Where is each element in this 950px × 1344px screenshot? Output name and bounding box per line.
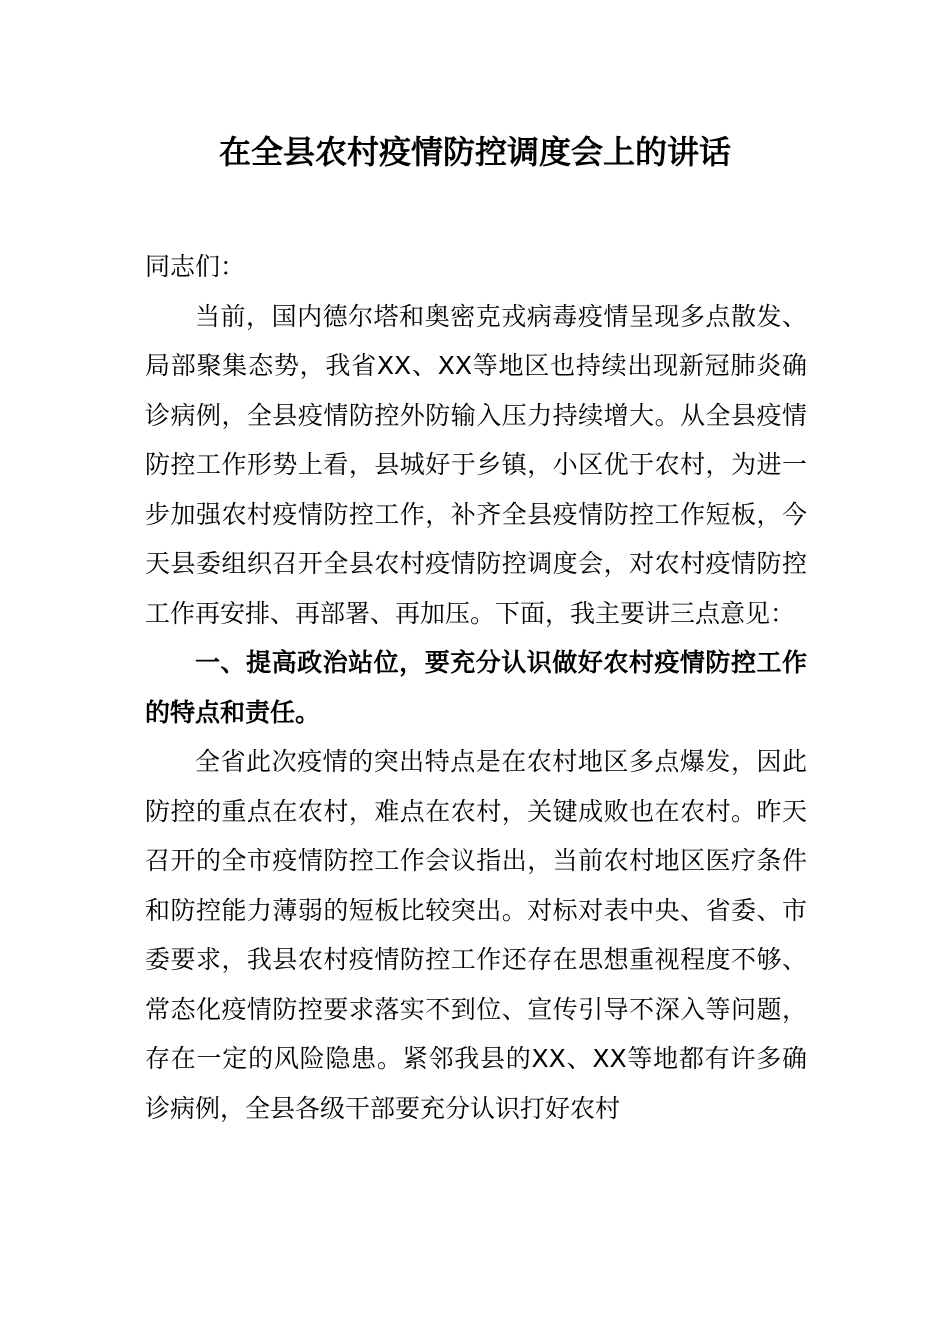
section-heading-1: 一、提高政治站位，要充分认识做好农村疫情防控工作的特点和责任。 (145, 648, 807, 727)
paragraph-section-1: 全省此次疫情的突出特点是在农村地区多点爆发，因此防控的重点在农村，难点在农村，关键成败也在农村。昨天召开的全市疫情防控工作会议指出，当前农村地区医疗条件和防控能力薄弱的短板比较突出。对标对表中央、省委、市委要求，我县农村疫情防控工作还存在思想重视程度不够、常态化疫情防控要求落实不到位、宣传引导不深入等问题，存在一定的风险隐患。紧邻我县的XX、XX等地都有许多确诊病例，全县各级干部要充分认识打好农村 (145, 747, 807, 1123)
document-title: 在全县农村疫情防控调度会上的讲话 (218, 133, 731, 171)
salutation: 同志们： (145, 252, 246, 281)
paragraph-intro: 当前，国内德尔塔和奥密克戎病毒疫情呈现多点散发、局部聚集态势，我省XX、XX等地区也持续出现新冠肺炎确诊病例，全县疫情防控外防输入压力持续增大。从全县疫情防控工作形势上看，县城好于乡镇，小区优于农村，为进一步加强农村疫情防控工作，补齐全县疫情防控工作短板，今天县委组织召开全县农村疫情防控调度会，对农村疫情防控工作再安排、再部署、再加压。下面，我主要讲三点意见： (145, 301, 807, 628)
document-body (145, 242, 807, 1133)
